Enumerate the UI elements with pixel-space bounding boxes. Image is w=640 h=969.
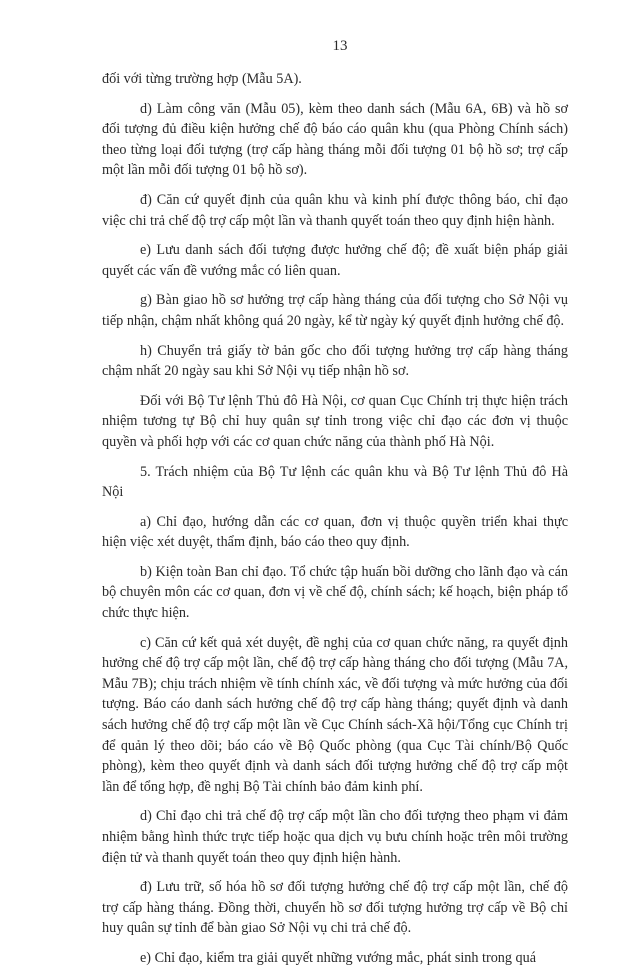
paragraph: c) Căn cứ kết quả xét duyệt, đề nghị của cơ quan chức năng, ra quyết định hưởng chế độ trợ cấp một lần, chế độ trợ cấp hàng tháng cho đối tượng (Mẫu 7A, Mẫu 7B); chịu trách nhiệm về tính chính xác, về đối tượng và mức hưởng của đối tượng. Báo cáo danh sách hưởng chế độ trợ cấp hàng tháng; quyết định và danh sách hưởng chế độ trợ cấp một lần về Cục Chính sách-Xã hội/Tổng cục Chính trị để quản lý theo dõi; báo cáo về Bộ Quốc phòng (qua Cục Tài chính/Bộ Quốc phòng), kèm theo quyết định và danh sách đối tượng hưởng chế độ trợ cấp một lần để tổng hợp, đề nghị Bộ Tài chính bảo đảm kinh phí. [102, 634, 568, 795]
paragraph: a) Chỉ đạo, hướng dẫn các cơ quan, đơn vị thuộc quyền triển khai thực hiện việc xét duyệt, thẩm định, báo cáo theo quy định. [102, 513, 568, 551]
paragraph: d) Làm công văn (Mẫu 05), kèm theo danh sách (Mẫu 6A, 6B) và hồ sơ đối tượng đủ điều kiện hưởng chế độ báo cáo quân khu (qua Phòng Chính sách) theo từng loại đối tượng (trợ cấp hàng tháng mỗi đối tượng 01 bộ hồ sơ; trợ cấp một lần mỗi đối tượng 01 bộ hồ sơ). [102, 100, 568, 179]
paragraph: h) Chuyển trả giấy tờ bản gốc cho đối tượng hưởng trợ cấp hàng tháng chậm nhất 20 ngày sau khi Sở Nội vụ tiếp nhận hồ sơ. [102, 342, 568, 380]
document-body [102, 69, 568, 969]
paragraph: đối với từng trường hợp (Mẫu 5A). [102, 71, 302, 87]
paragraph: g) Bàn giao hồ sơ hưởng trợ cấp hàng tháng của đối tượng cho Sở Nội vụ tiếp nhận, chậm nhất không quá 20 ngày, kể từ ngày ký quyết định hưởng chế độ. [102, 292, 568, 329]
paragraph: d) Chỉ đạo chi trả chế độ trợ cấp một lần cho đối tượng theo phạm vi đảm nhiệm bằng hình thức trực tiếp hoặc qua dịch vụ bưu chính hoặc trên môi trường điện tử và thanh quyết toán theo quy định hiện hành. [102, 808, 568, 866]
paragraph: e) Lưu danh sách đối tượng được hưởng chế độ; đề xuất biện pháp giải quyết các vấn đề vướng mắc có liên quan. [102, 242, 568, 279]
paragraph: đ) Căn cứ quyết định của quân khu và kinh phí được thông báo, chỉ đạo việc chi trả chế độ trợ cấp một lần và thanh quyết toán theo quy định hiện hành. [102, 191, 568, 229]
paragraph: b) Kiện toàn Ban chỉ đạo. Tổ chức tập huấn bồi dưỡng cho lãnh đạo và cán bộ chuyên môn các cơ quan, đơn vị về chế độ, chính sách; kế hoạch, biện pháp tổ chức thực hiện. [102, 563, 568, 622]
page-number: 13 [332, 38, 348, 54]
paragraph: e) Chỉ đạo, kiểm tra giải quyết những vướng mắc, phát sinh trong quá [140, 949, 537, 966]
paragraph: 5. Trách nhiệm của Bộ Tư lệnh các quân khu và Bộ Tư lệnh Thủ đô Hà Nội [102, 463, 568, 501]
paragraph: đ) Lưu trữ, số hóa hồ sơ đối tượng hưởng chế độ trợ cấp một lần, chế độ trợ cấp hàng tháng. Đồng thời, chuyển hồ sơ đối tượng hưởng trợ cấp về Bộ chỉ huy quân sự tỉnh để bàn giao Sở Nội vụ chi trả chế độ. [102, 879, 568, 937]
paragraph: Đối với Bộ Tư lệnh Thủ đô Hà Nội, cơ quan Cục Chính trị thực hiện trách nhiệm tương tự Bộ chỉ huy quân sự tỉnh trong việc chỉ đạo các đơn vị thuộc quyền và phối hợp với các cơ quan chức năng của thành phố Hà Nội. [102, 392, 568, 450]
